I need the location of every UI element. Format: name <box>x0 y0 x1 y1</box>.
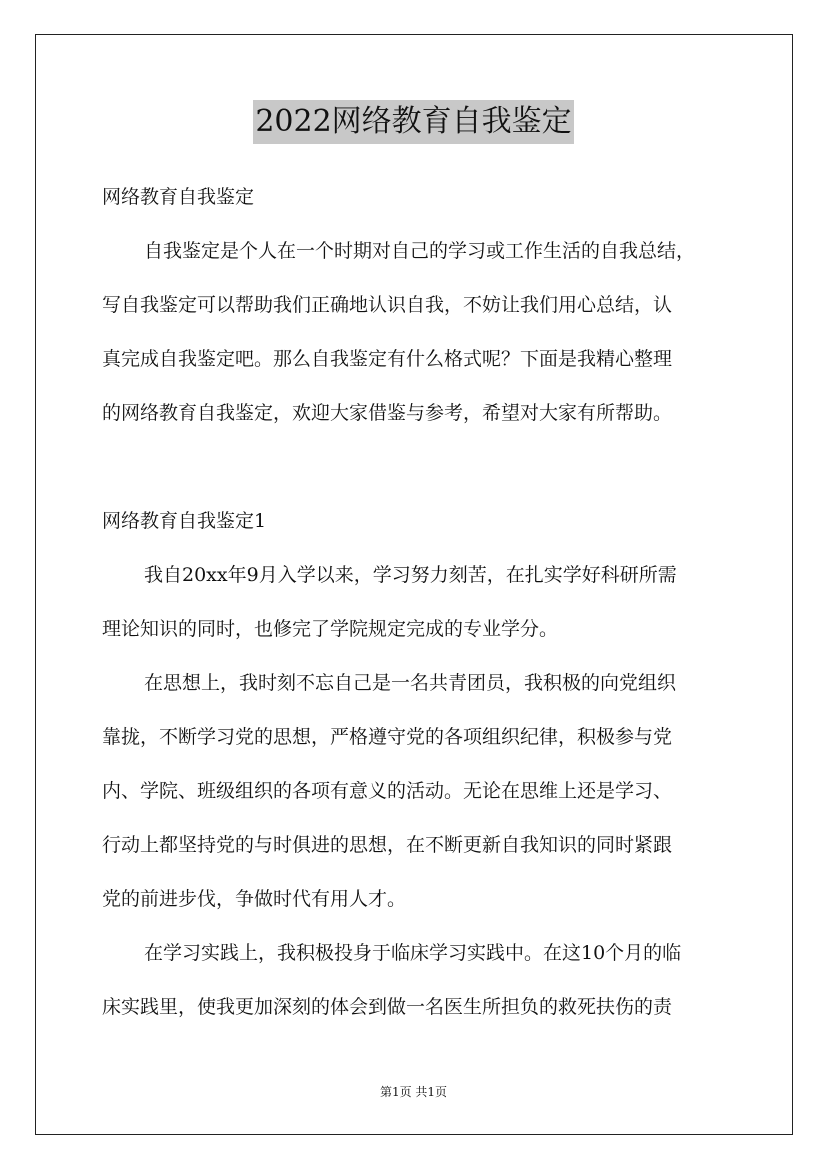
body-line: 党的前进步伐，争做时代有用人才。 <box>102 888 407 910</box>
body-line: 内、学院、班级组织的各项有意义的活动。无论在思维上还是学习、 <box>102 780 673 802</box>
body-line: 的网络教育自我鉴定，欢迎大家借鉴与参考，希望对大家有所帮助。 <box>102 402 673 424</box>
page-footer: 第1页 共1页 <box>379 1085 448 1099</box>
body-line: 自我鉴定是个人在一个时期对自己的学习或工作生活的自我总结， <box>144 240 696 262</box>
body-line: 理论知识的同时，也修完了学院规定完成的专业学分。 <box>102 618 559 640</box>
section-heading: 网络教育自我鉴定 <box>102 186 255 208</box>
body-line: 靠拢，不断学习党的思想，严格遵守党的各项组织纪律，积极参与党 <box>102 726 673 748</box>
body-line: 真完成自我鉴定吧。那么自我鉴定有什么格式呢？下面是我精心整理 <box>102 348 673 370</box>
section-heading: 网络教育自我鉴定1 <box>102 510 267 532</box>
body-line: 行动上都坚持党的与时俱进的思想，在不断更新自我知识的同时紧跟 <box>102 834 673 856</box>
document-body <box>102 170 732 1034</box>
blank-line <box>102 440 732 494</box>
body-line: 在学习实践上，我积极投身于临床学习实践中。在这10个月的临 <box>144 942 682 964</box>
body-line: 床实践里，使我更加深刻的体会到做一名医生所担负的救死扶伤的责 <box>102 996 673 1018</box>
body-line: 我自20xx年9月入学以来，学习努力刻苦，在扎实学好科研所需 <box>144 564 677 586</box>
document-title-text: 2022网络教育自我鉴定 <box>253 100 573 144</box>
body-line: 写自我鉴定可以帮助我们正确地认识自我，不妨让我们用心总结，认 <box>102 294 673 316</box>
document-title <box>0 100 827 144</box>
body-line: 在思想上，我时刻不忘自己是一名共青团员，我积极的向党组织 <box>144 672 677 694</box>
